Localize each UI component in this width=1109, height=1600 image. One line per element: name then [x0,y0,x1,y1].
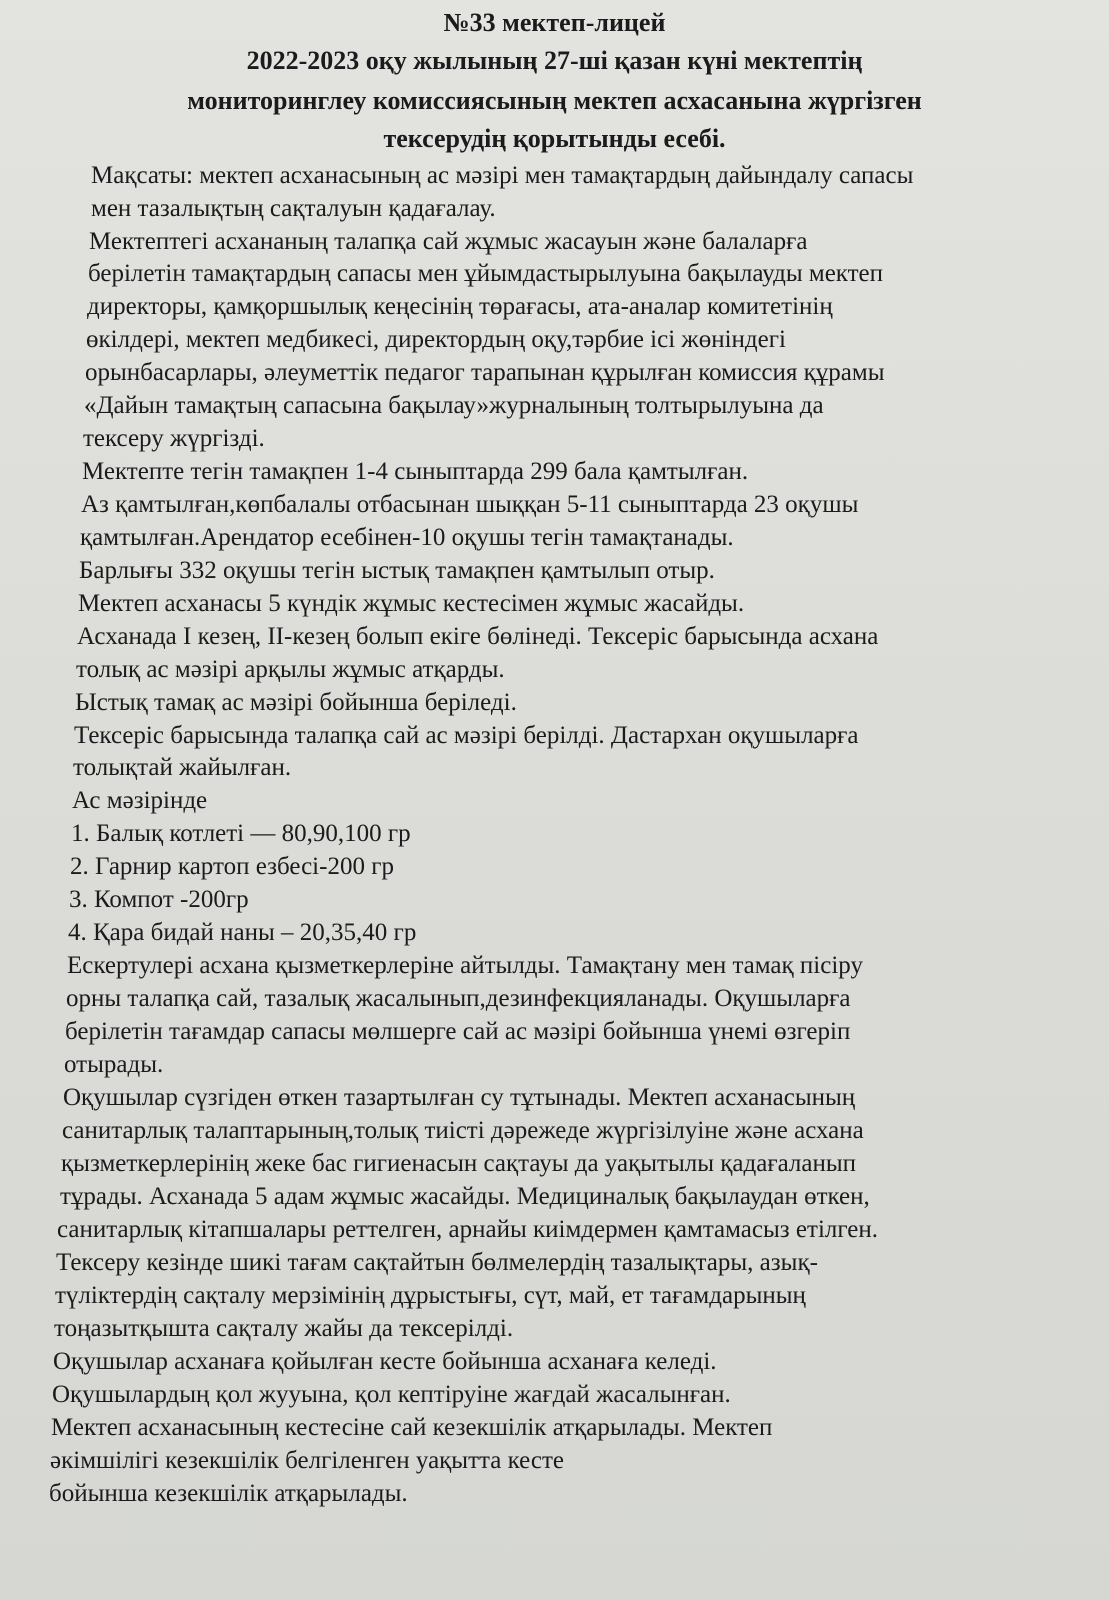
text-line: өкілдері, мектеп медбикесі, директордың оқу,тәрбие ісі жөніндегі [86,326,786,353]
text-line: түліктердің сақталу мерзімінің дұрыстығы, сүт, май, ет тағамдарының [55,1282,806,1309]
text-line: Тексеріс барысында талапқа сай ас мәзірі берілді. Дастархан оқушыларға [74,722,859,749]
text-line: қызметкерлерінің жеке бас гигиенасын сақтауы да уақытылы қадағаланып [61,1150,857,1177]
text-line: Ыстық тамақ ас мәзірі бойынша беріледі. [75,689,517,716]
menu-item: 4. Қара бидай наны – 20,35,40 гр [68,919,417,946]
report-title-line-3: тексерудің қорытынды есебі. [383,124,726,153]
menu-item: 2. Гарнир картоп езбесі-200 гр [70,853,394,880]
text-line: Аз қамтылған,көпбалалы отбасынан шыққан 5-11 сыныптарда 23 оқушы [81,491,859,518]
text-line: Мектеп асханасының кестесіне сай кезекшілік атқарылады. Мектеп [51,1414,773,1441]
text-line: Тексеру кезінде шикі тағам сақтайтын бөлмелердің тазалықтары, азық- [56,1249,818,1276]
text-line: санитарлық талаптарының,толық тиісті дәрежеде жүргізілуіне және асхана [62,1117,864,1144]
text-line: директоры, қамқоршылық кеңесінің төрағасы, ата-аналар комитетінің [87,293,833,320]
text-line: Асханада I кезең, II-кезең болып екіге бөлінеді. Тексеріс барысында асхана [77,623,879,650]
text-line: отырады. [64,1051,164,1078]
school-name: №33 мектеп-лицей [443,8,666,37]
text-line: қамтылған.Арендатор есебінен-10 оқушы тегін тамақтанады. [80,524,734,551]
text-line: Мектептегі асхананың талапқа сай жұмыс жасауын және балаларға [89,228,808,255]
text-line: Мақсаты: мектеп асханасының ас мәзірі мен тамақтардың дайындалу сапасы [91,162,914,189]
text-line: орны талапқа сай, тазалық жасалынып,дезинфекцияланады. Оқушыларға [66,985,851,1012]
text-line: толық ас мәзірі арқылы жұмыс атқарды. [76,656,505,683]
menu-item: 3. Компот -200гр [69,886,249,913]
text-line: «Дайын тамақтың сапасына бақылау»журналының толтырылуына да [84,392,824,419]
text-line: Мектепте тегін тамақпен 1-4 сыныптарда 299 бала қамтылған. [82,458,749,485]
text-line: тоңазытқышта сақталу жайы да тексерілді. [54,1315,514,1342]
text-line: Оқушылардың қол жууына, қол кептіруіне жағдай жасалынған. [52,1381,731,1408]
text-line: мен тазалықтың сақталуын қадағалау. [91,195,496,222]
text-line: Ескертулері асхана қызметкерлеріне айтылды. Тамақтану мен тамақ пісіру [67,952,863,979]
text-line: берілетін тағамдар сапасы мөлшерге сай ас мәзірі бойынша үнемі өзгеріп [65,1018,851,1045]
text-line: тұрады. Асханада 5 адам жұмыс жасайды. Медициналық бақылаудан өткен, [60,1183,870,1210]
text-line: Ас мәзірінде [72,787,208,814]
text-line: толықтай жайылған. [73,754,292,781]
text-line: берілетін тамақтардың сапасы мен ұйымдастырылуына бақылауды мектеп [88,260,884,287]
menu-item: 1. Балық котлеті — 80,90,100 гр [71,820,411,847]
text-line: әкімшілігі кезекшілік белгіленген уақытта кесте [50,1447,564,1474]
text-line: санитарлық кітапшалары реттелген, арнайы киімдермен қамтамасыз етілген. [57,1216,879,1243]
text-line: тексеру жүргізді. [83,425,265,452]
report-title-line-1: 2022-2023 оқу жылының 27-ші қазан күні мектептің [246,46,863,75]
report-title-line-2: мониторинглеу комиссиясының мектеп асхасанына жүргізген [187,86,922,115]
text-line: бойынша кезекшілік атқарылады. [49,1480,408,1507]
text-line: орынбасарлары, әлеуметтік педагог тарапынан құрылған комиссия құрамы [85,359,885,386]
text-line: Мектеп асханасы 5 күндік жұмыс кестесімен жұмыс жасайды. [78,590,745,617]
text-line: Оқушылар асханаға қойылған кесте бойынша асханаға келеді. [53,1348,717,1375]
text-line: Оқушылар сүзгіден өткен тазартылған су тұтынады. Мектеп асханасының [63,1084,856,1111]
text-line: Барлығы 332 оқушы тегін ыстық тамақпен қамтылып отыр. [79,557,715,584]
